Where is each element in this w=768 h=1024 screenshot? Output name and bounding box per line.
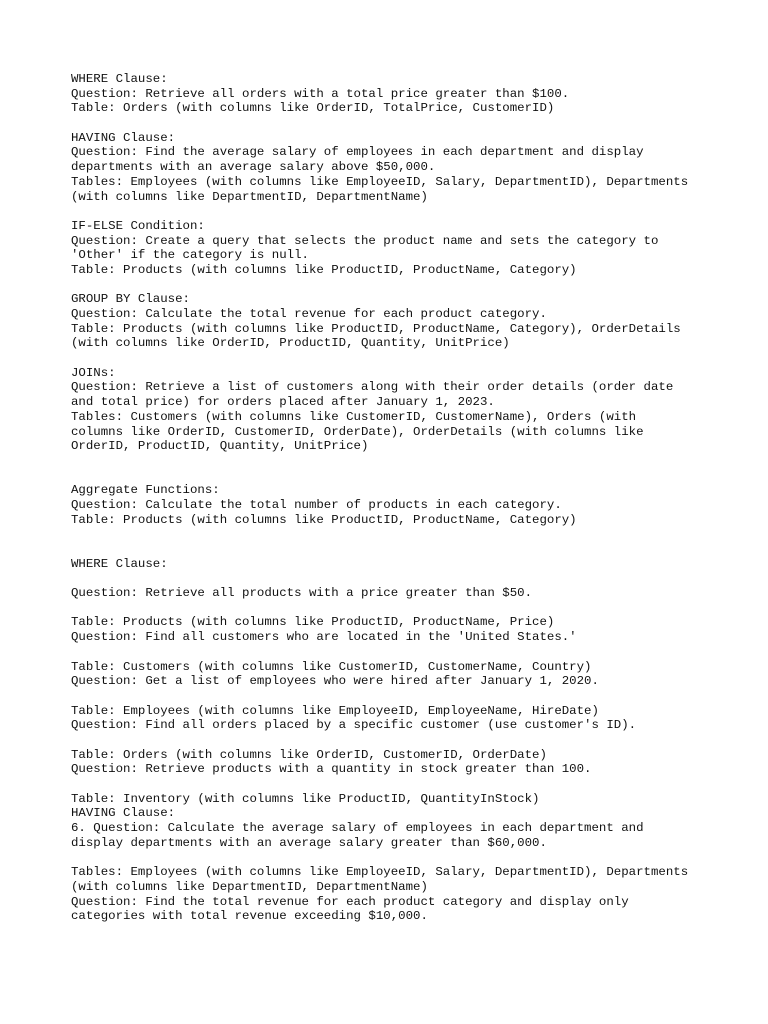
text-line: Question: Find all orders placed by a specific customer (use customer's ID). — [71, 718, 637, 733]
blank-line — [71, 527, 751, 542]
text-line: Table: Products (with columns like ProductID, ProductName, Price) — [71, 615, 555, 630]
text-line: Question: Calculate the total number of products in each category. — [71, 497, 562, 512]
text-line: Question: Retrieve products with a quantity in stock greater than 100. — [71, 762, 592, 777]
text-line: Table: Products (with columns like ProductID, ProductName, Category) — [71, 512, 577, 527]
text-line: Question: Retrieve a list of customers along with their order details (order date — [71, 380, 674, 395]
blank-line — [71, 204, 751, 219]
blank-line — [71, 850, 751, 865]
text-line: (with columns like DepartmentID, DepartmentName) — [71, 879, 428, 894]
blank-line — [71, 454, 751, 469]
blank-line — [71, 777, 751, 792]
blank-line — [71, 116, 751, 131]
text-line: JOINs: — [71, 365, 116, 380]
text-line: Tables: Customers (with columns like CustomerID, CustomerName), Orders (with — [71, 409, 637, 424]
text-line: Aggregate Functions: — [71, 483, 220, 498]
text-line: WHERE Clause: — [71, 556, 168, 571]
text-line: Question: Get a list of employees who were hired after January 1, 2020. — [71, 674, 599, 689]
text-line: WHERE Clause: — [71, 72, 168, 86]
document-body — [71, 72, 751, 924]
text-line: Table: Products (with columns like ProductID, ProductName, Category), OrderDetails — [71, 321, 681, 336]
text-line: Table: Products (with columns like ProductID, ProductName, Category) — [71, 262, 577, 277]
text-line: 'Other' if the category is null. — [71, 248, 309, 263]
text-line: Question: Find all customers who are located in the 'United States.' — [71, 630, 577, 645]
text-line: GROUP BY Clause: — [71, 292, 190, 307]
blank-line — [71, 571, 751, 586]
blank-line — [71, 689, 751, 704]
text-line: Table: Inventory (with columns like ProductID, QuantityInStock) — [71, 791, 540, 806]
text-line: Question: Create a query that selects the product name and sets the category to — [71, 233, 659, 248]
text-line: categories with total revenue exceeding $10,000. — [71, 909, 428, 924]
text-line: IF-ELSE Condition: — [71, 218, 205, 233]
text-line: Question: Retrieve all orders with a total price greater than $100. — [71, 86, 570, 101]
text-line: Tables: Employees (with columns like EmployeeID, Salary, DepartmentID), Departments — [71, 174, 689, 189]
text-line: Question: Find the average salary of employees in each department and display — [71, 145, 644, 160]
text-line: Table: Customers (with columns like CustomerID, CustomerName, Country) — [71, 659, 592, 674]
text-line: Tables: Employees (with columns like EmployeeID, Salary, DepartmentID), Departments — [71, 865, 689, 880]
text-line: Question: Retrieve all products with a price greater than $50. — [71, 586, 533, 601]
text-line: OrderID, ProductID, Quantity, UnitPrice) — [71, 439, 369, 454]
text-line: Table: Employees (with columns like EmployeeID, EmployeeName, HireDate) — [71, 703, 599, 718]
blank-line — [71, 351, 751, 366]
text-line: HAVING Clause: — [71, 130, 176, 145]
blank-line — [71, 645, 751, 660]
text-line: (with columns like DepartmentID, DepartmentName) — [71, 189, 428, 204]
text-line: Table: Orders (with columns like OrderID, TotalPrice, CustomerID) — [71, 101, 555, 116]
text-line: departments with an average salary above $50,000. — [71, 160, 436, 175]
text-line: Table: Orders (with columns like OrderID, CustomerID, OrderDate) — [71, 747, 547, 762]
blank-line — [71, 601, 751, 616]
blank-line — [71, 278, 751, 293]
blank-line — [71, 469, 751, 484]
text-line: (with columns like OrderID, ProductID, Quantity, UnitPrice) — [71, 336, 510, 351]
text-line: HAVING Clause: — [71, 806, 176, 821]
text-line: Question: Find the total revenue for each product category and display only — [71, 894, 629, 909]
text-line: columns like OrderID, CustomerID, OrderDate), OrderDetails (with columns like — [71, 424, 644, 439]
text-line: Question: Calculate the total revenue for each product category. — [71, 307, 547, 321]
text-line: and total price) for orders placed after January 1, 2023. — [71, 395, 495, 410]
text-line: 6. Question: Calculate the average salary of employees in each department and — [71, 821, 644, 836]
blank-line — [71, 542, 751, 557]
blank-line — [71, 733, 751, 748]
text-line: display departments with an average salary greater than $60,000. — [71, 835, 547, 850]
